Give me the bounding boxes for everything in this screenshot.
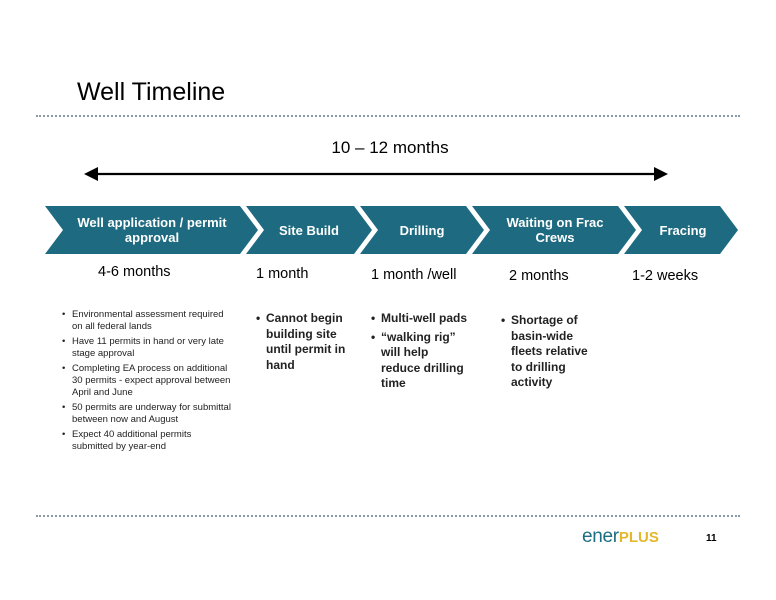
logo-text-ener: ener (582, 526, 619, 547)
timeline-span-label: 10 – 12 months (331, 138, 449, 157)
duration-permit: 4-6 months (98, 264, 171, 280)
logo-text-plus: PLUS (618, 529, 659, 546)
note-item: • Environmental assessment required on all federal lands (62, 309, 232, 333)
notes-site-build (256, 311, 356, 376)
stage-label-drilling: Drilling (399, 222, 445, 238)
duration-fracing: 1-2 weeks (632, 268, 699, 284)
duration-site-build: 1 month (256, 266, 309, 282)
duration-waiting-frac: 2 months (509, 268, 569, 284)
slide-title: Well Timeline (77, 78, 226, 106)
bottom-divider (36, 515, 740, 517)
notes-permit (62, 309, 232, 456)
note-item: • Multi-well pads (371, 311, 469, 327)
stage-label-fracing: Fracing (659, 222, 707, 238)
notes-drilling (371, 311, 469, 395)
note-item: • Have 11 permits in hand or very late stage approval (62, 336, 232, 360)
note-item: • Expect 40 additional permits submitted by year-end (62, 429, 232, 453)
note-item: • Cannot begin building site until permit in hand (256, 311, 356, 373)
note-item: • Shortage of basin-wide fleets relative to drilling activity (501, 313, 589, 391)
enerplus-logo (582, 526, 659, 546)
notes-waiting-frac (501, 313, 589, 394)
stage-label-permit: Well application / permit approval (77, 215, 227, 245)
page-number: 11 (706, 533, 717, 544)
note-item: • Completing EA process on additional 30 permits - expect approval between April and June (62, 363, 232, 399)
stage-label-site-build: Site Build (279, 222, 339, 238)
stage-label-waiting-frac: Waiting on Frac Crews (506, 215, 604, 245)
note-item: • “walking rig” will help reduce drilling time (371, 330, 469, 392)
duration-drilling: 1 month /well (371, 267, 457, 283)
note-item: • 50 permits are underway for submittal between now and August (62, 402, 232, 426)
